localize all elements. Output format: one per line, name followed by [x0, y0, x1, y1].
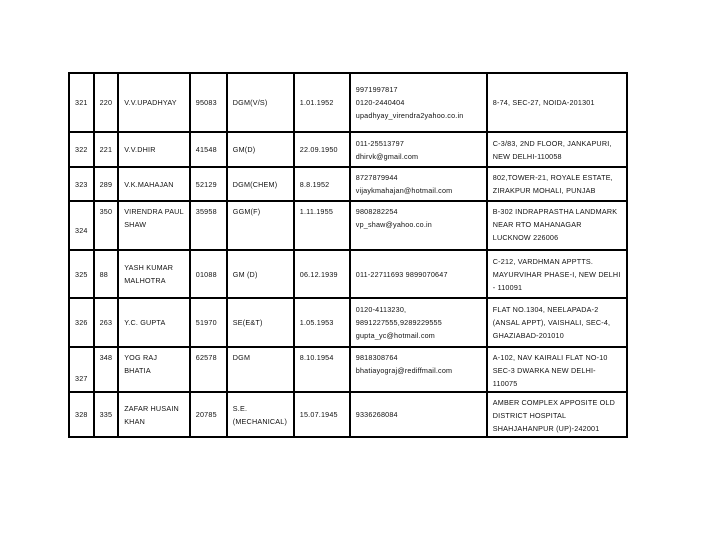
cell-id: 263 [94, 298, 119, 347]
cell-code: 51970 [190, 298, 227, 347]
cell-dob: 22.09.1950 [294, 132, 350, 167]
post-line: GM (D) [232, 269, 258, 279]
address-line: C-212, VARDHMAN APPTTS. [492, 256, 594, 266]
cell-code: 20785 [190, 392, 227, 437]
post-line: GM(D) [232, 145, 256, 154]
table-row [69, 132, 627, 167]
post-line: GGM(F) [232, 207, 261, 216]
cell-contact [350, 132, 487, 167]
cell-contact [350, 73, 487, 132]
table-row [69, 298, 627, 347]
post-line: DGM(V/S) [232, 98, 268, 107]
cell-post [227, 347, 294, 392]
contact-line: vp_shaw@yahoo.co.in [355, 220, 433, 229]
cell-id: 335 [94, 392, 119, 437]
cell-id: 220 [94, 73, 119, 132]
table-row [69, 392, 627, 437]
cell-code: 01088 [190, 250, 227, 298]
cell-contact [350, 201, 487, 250]
table-row [69, 201, 627, 250]
cell-sno: 321 [69, 73, 94, 132]
address-line: A-102, NAV KAIRALI FLAT NO-10 [492, 353, 608, 362]
table-row [69, 347, 627, 392]
name-line: KHAN [124, 416, 145, 426]
contact-line: gupta_yc@hotmail.com [355, 331, 435, 340]
contact-line: bhatiayograj@rediffmail.com [355, 366, 453, 375]
name-line: V.K.MAHAJAN [124, 179, 174, 189]
cell-contact [350, 250, 487, 298]
name-line: V.V.UPADHYAY [124, 98, 177, 107]
cell-dob: 1.01.1952 [294, 73, 350, 132]
cell-name [118, 132, 190, 167]
name-line: YOG RAJ [124, 353, 158, 362]
contact-line: 0120-4113230, [355, 305, 407, 314]
cell-dob: 15.07.1945 [294, 392, 350, 437]
cell-id: 88 [94, 250, 119, 298]
contact-line: 0120-2440404 [355, 98, 405, 107]
address-line: 110075 [492, 379, 518, 388]
cell-id: 289 [94, 167, 119, 201]
cell-contact [350, 167, 487, 201]
cell-id: 221 [94, 132, 119, 167]
cell-address [487, 250, 627, 298]
cell-sno: 328 [69, 392, 94, 437]
address-line: GHAZIABAD-201010 [492, 331, 564, 340]
cell-address [487, 392, 627, 437]
cell-dob: 8.8.1952 [294, 167, 350, 201]
cell-name [118, 392, 190, 437]
cell-dob: 06.12.1939 [294, 250, 350, 298]
address-line: AMBER COMPLEX APPOSITE OLD [492, 398, 616, 407]
cell-post [227, 201, 294, 250]
address-line: B-302 INDRAPRASTHA LANDMARK [492, 207, 618, 216]
address-line: 802,TOWER-21, ROYALE ESTATE, [492, 173, 613, 182]
cell-sno: 325 [69, 250, 94, 298]
table-row [69, 73, 627, 132]
cell-contact [350, 392, 487, 437]
contact-line: 011-25513797 [355, 138, 405, 148]
cell-sno: 323 [69, 167, 94, 201]
address-line: (ANSAL APPT), VAISHALI, SEC-4, [492, 318, 611, 327]
name-line: Y.C. GUPTA [124, 318, 166, 327]
address-line: LUCKNOW 226006 [492, 233, 559, 242]
contact-line: vijaykmahajan@hotmail.com [355, 186, 453, 195]
cell-address [487, 167, 627, 201]
cell-id: 348 [94, 347, 119, 392]
cell-post [227, 298, 294, 347]
cell-address [487, 73, 627, 132]
cell-contact [350, 298, 487, 347]
contact-line: 011-22711693 9899070647 [355, 269, 448, 279]
cell-code: 35958 [190, 201, 227, 250]
cell-address [487, 347, 627, 392]
cell-sno: 324 [69, 201, 94, 250]
cell-contact [350, 347, 487, 392]
table-row [69, 167, 627, 201]
cell-address [487, 298, 627, 347]
cell-sno: 322 [69, 132, 94, 167]
post-line: (MECHANICAL) [232, 416, 288, 426]
cell-address [487, 132, 627, 167]
cell-address [487, 201, 627, 250]
address-line: NEAR RTO MAHANAGAR [492, 220, 582, 229]
address-line: MAYURVIHAR PHASE-I, NEW DELHI [492, 269, 621, 279]
contact-line: 9891227555,9289229555 [355, 318, 442, 327]
name-line: ZAFAR HUSAIN [124, 403, 179, 413]
cell-post [227, 250, 294, 298]
records-table [68, 72, 628, 438]
cell-dob: 1.11.1955 [294, 201, 350, 250]
post-line: S.E. [232, 403, 248, 413]
address-line: SEC-3 DWARKA NEW DELHI- [492, 366, 596, 375]
cell-sno: 326 [69, 298, 94, 347]
contact-line: 9808282254 [355, 207, 398, 216]
cell-name [118, 298, 190, 347]
cell-name [118, 347, 190, 392]
table-row [69, 250, 627, 298]
name-line: SHAW [124, 220, 147, 229]
cell-post [227, 167, 294, 201]
address-line: SHAHJAHANPUR (UP)-242001 [492, 424, 600, 433]
name-line: BHATIA [124, 366, 151, 375]
cell-id: 350 [94, 201, 119, 250]
name-line: VIRENDRA PAUL [124, 207, 184, 216]
address-line: 8-74, SEC-27, NOIDA-201301 [492, 98, 595, 107]
cell-code: 52129 [190, 167, 227, 201]
address-line: C-3/83, 2ND FLOOR, JANKAPURI, [492, 138, 612, 148]
address-line: DISTRICT HOSPITAL [492, 411, 567, 420]
name-line: V.V.DHIR [124, 145, 156, 154]
cell-name [118, 250, 190, 298]
cell-dob: 1.05.1953 [294, 298, 350, 347]
cell-post [227, 132, 294, 167]
cell-sno: 327 [69, 347, 94, 392]
cell-name [118, 73, 190, 132]
post-line: DGM(CHEM) [232, 179, 278, 189]
contact-line: upadhyay_virendra2yahoo.co.in [355, 111, 464, 120]
contact-line: 9818308764 [355, 353, 398, 362]
contact-line: 8727879944 [355, 173, 398, 182]
contact-line: dhirvk@gmail.com [355, 151, 419, 161]
cell-name [118, 167, 190, 201]
cell-post [227, 73, 294, 132]
cell-code: 41548 [190, 132, 227, 167]
post-line: DGM [232, 353, 251, 362]
address-line: NEW DELHI-110058 [492, 151, 562, 161]
address-line: ZIRAKPUR MOHALI, PUNJAB [492, 186, 596, 195]
address-line: FLAT NO.1304, NEELAPADA-2 [492, 305, 599, 314]
cell-post [227, 392, 294, 437]
cell-name [118, 201, 190, 250]
contact-line: 9336268084 [355, 410, 398, 419]
name-line: MALHOTRA [124, 276, 166, 285]
cell-code: 62578 [190, 347, 227, 392]
address-line: - 110091 [492, 282, 523, 292]
cell-dob: 8.10.1954 [294, 347, 350, 392]
post-line: SE(E&T) [232, 318, 263, 327]
cell-code: 95083 [190, 73, 227, 132]
contact-line: 9971997817 [355, 85, 398, 94]
name-line: YASH KUMAR [124, 263, 174, 272]
